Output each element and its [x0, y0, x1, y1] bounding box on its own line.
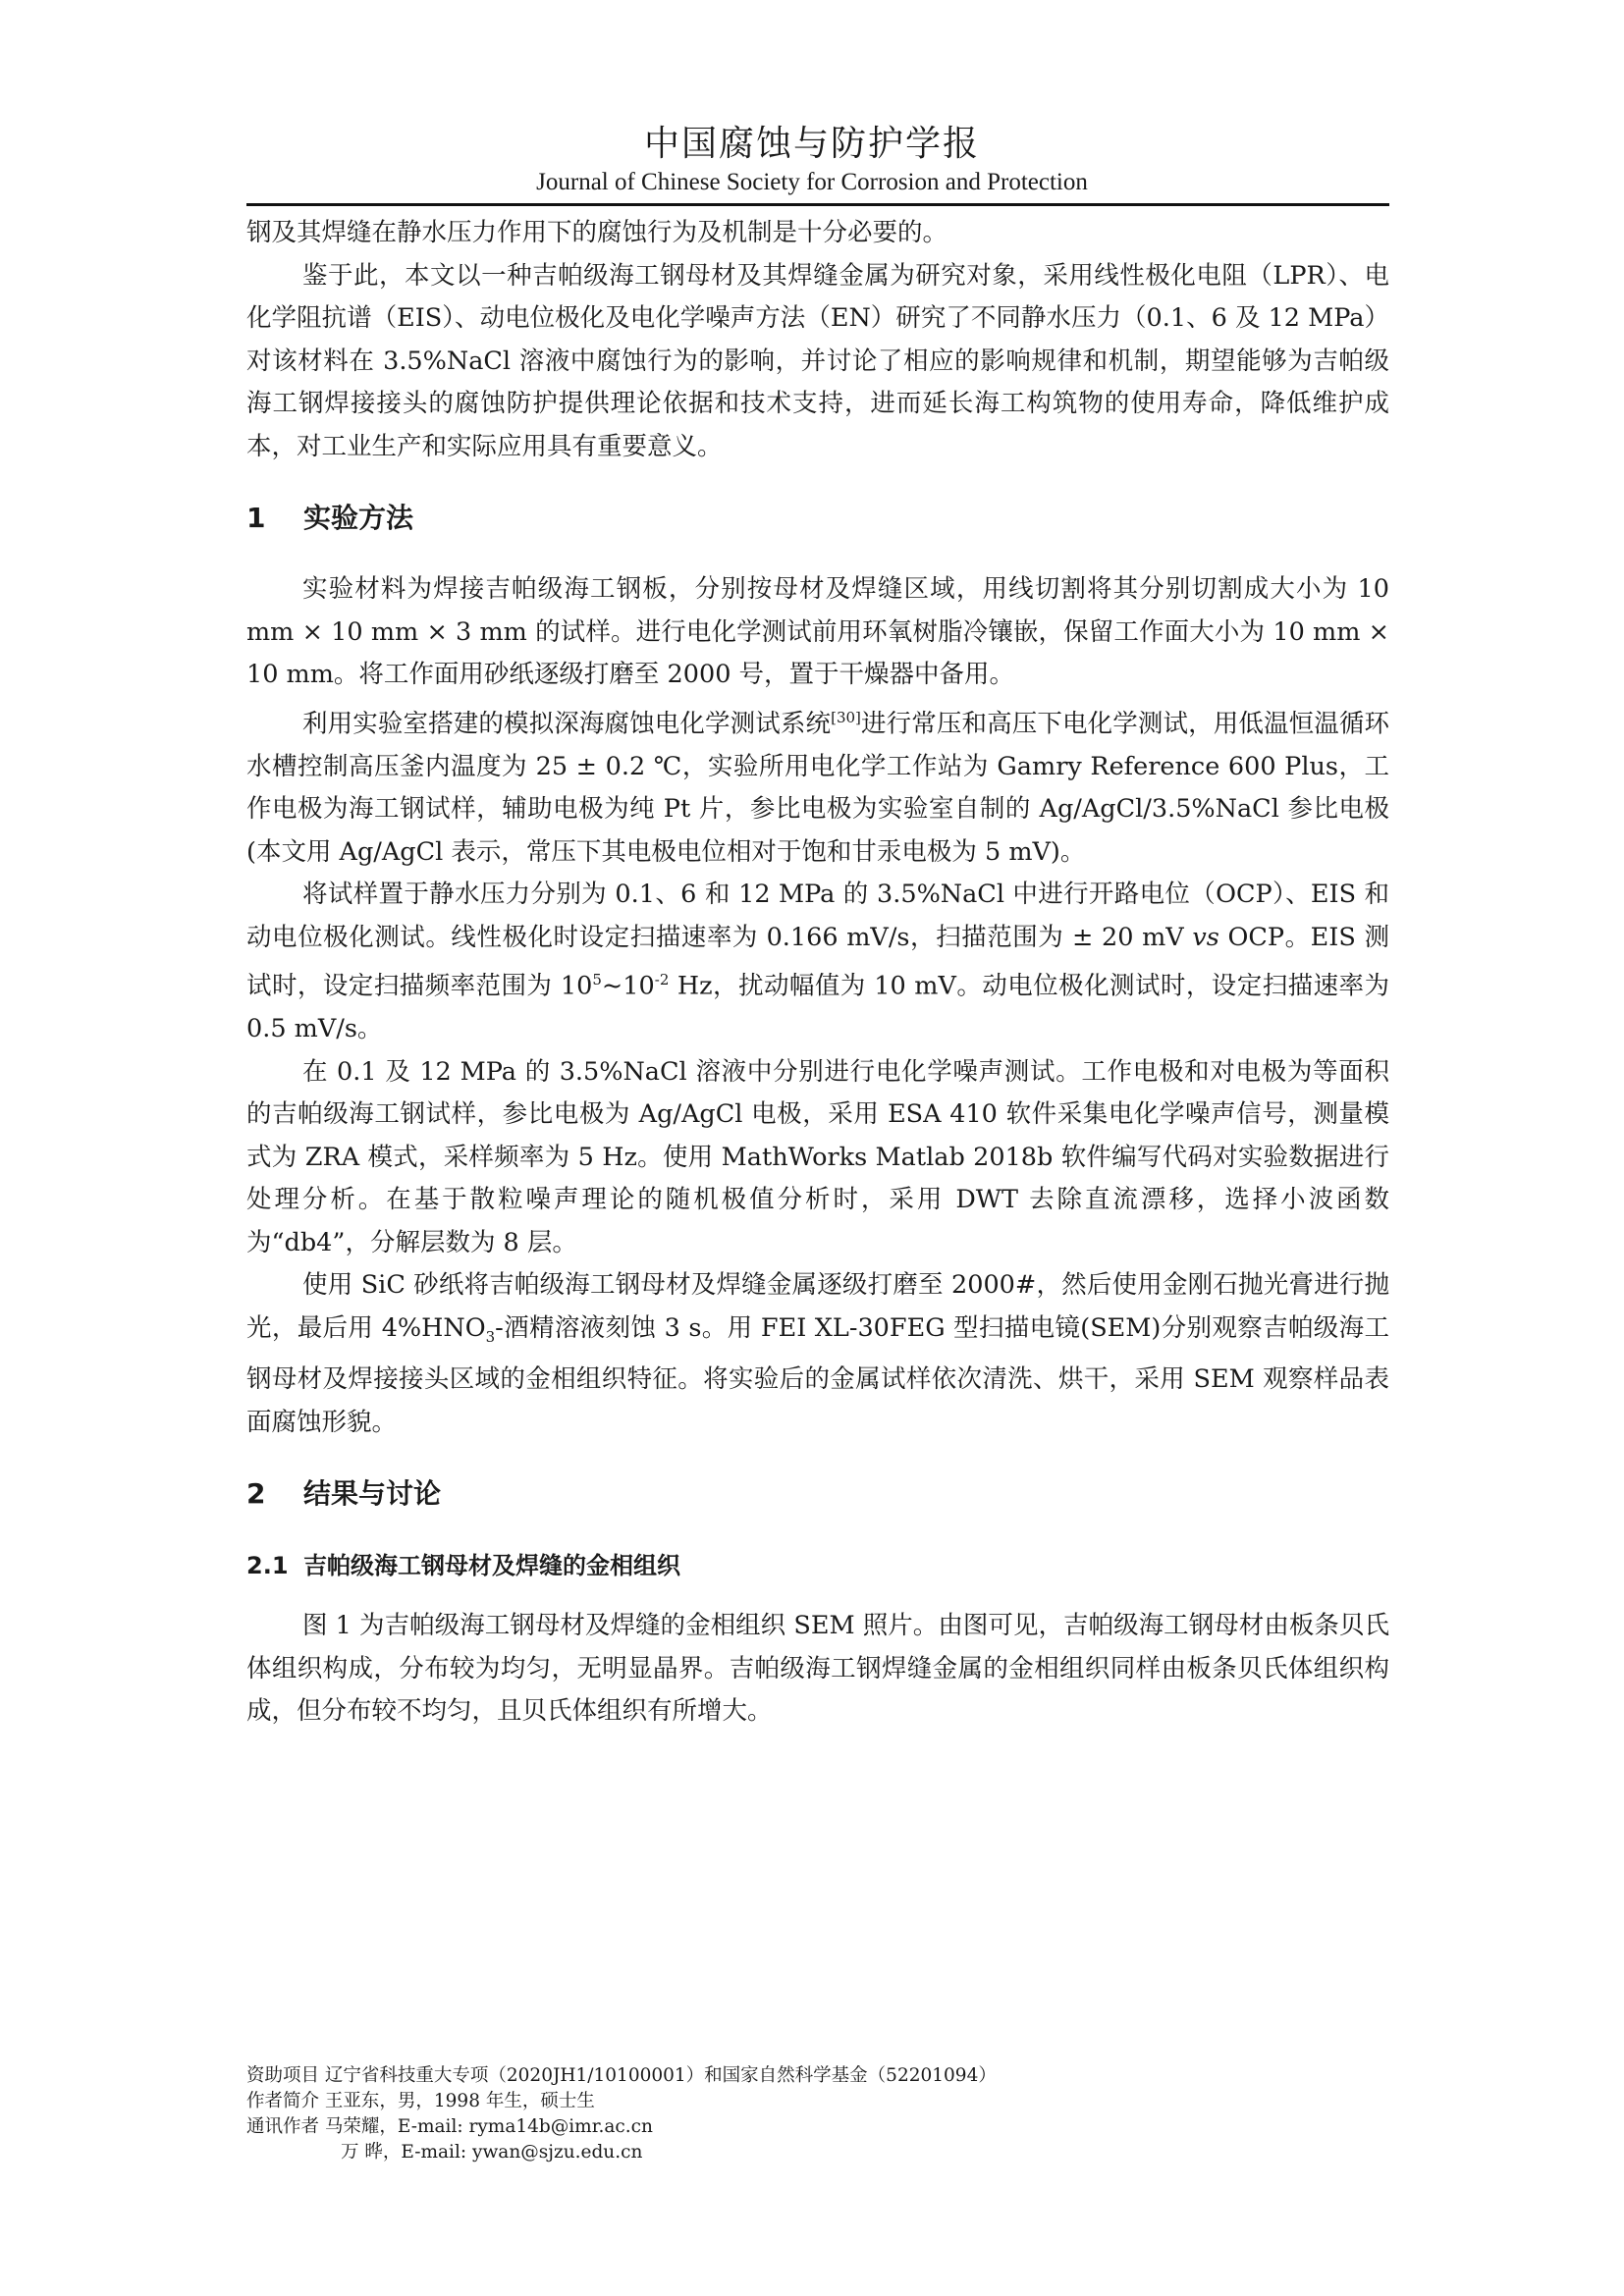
subsection-title: 吉帕级海工钢母材及焊缝的金相组织 [303, 1552, 680, 1580]
footnote-funding: 资助项目 辽宁省科技重大专项（2020JH1/10100001）和国家自然科学基金（52201094） [246, 2065, 997, 2086]
text-run: -酒精溶液刻蚀 3 s。用 FEI XL-30FEG 型扫描电镜(SEM)分别观察吉帕级海工钢母材及焊接接头区域的金相组织特征。将实验后的金属试样依次清洗、烘干，采用 SEM 观察样品表面腐蚀形貌。 [246, 1312, 1389, 1437]
footnote-author: 作者简介 王亚东，男，1998 年生，硕士生 [246, 2091, 595, 2111]
section-number: 1 [246, 502, 266, 534]
paragraph-materials: 实验材料为焊接吉帕级海工钢板，分别按母材及焊缝区域，用线切割将其分别切割成大小为 10 mm × 10 mm × 3 mm 的试样。进行电化学测试前用环氧树脂冷镶嵌，保留工作面大小为 10 mm × 10 mm。将工作面用砂纸逐级打磨至 2000 号，置于干燥器中备用。 [246, 574, 1389, 689]
paragraph-sem [246, 1264, 1389, 1444]
footnote-corresponding: 通讯作者 马荣耀，E-mail: ryma14b@imr.ac.cn [246, 2116, 653, 2137]
text-run: Hz，扰动幅值为 10 mV。动电位极化测试时，设定扫描速率为 0.5 mV/s。 [246, 971, 1389, 1043]
paragraph-microstructure: 图 1 为吉帕级海工钢母材及焊缝的金相组织 SEM 照片。由图可见，吉帕级海工钢母材由板条贝氏体组织构成，分布较为均匀，无明显晶界。吉帕级海工钢焊缝金属的金相组织同样由板条贝氏体组织构成，但分布较不均匀，且贝氏体组织有所增大。 [246, 1611, 1389, 1727]
text-run: 进行常压和高压下电化学测试，用低温恒温循环水槽控制高压釜内温度为 25 ± 0.2 ℃，实验所用电化学工作站为 Gamry Reference 600 Plus，工作电极为海工钢试样，辅助电极为纯 Pt 片，参比电极为实验室自制的 Ag/AgCl/3.5%NaCl 参比电极 (本文用 Ag/AgCl 表示，常压下其电极电位相对于饱和甘汞电极为 5 mV)。 [246, 709, 1389, 867]
section-heading-methods [246, 494, 1389, 543]
header-rule [246, 203, 1389, 206]
section-title: 实验方法 [303, 502, 414, 534]
subsection-heading [246, 1544, 1389, 1587]
paragraph-continued: 钢及其焊缝在静水压力作用下的腐蚀行为及机制是十分必要的。 [246, 218, 948, 247]
text-run: 将试样置于静水压力分别为 0.1、6 和 12 MPa 的 3.5%NaCl 中进行开路电位（OCP）、EIS 和动电位极化测试。线性极化时设定扫描速率为 0.166 mV/s，扫描范围为 ± 20 mV [246, 880, 1389, 952]
paragraph-noise: 在 0.1 及 12 MPa 的 3.5%NaCl 溶液中分别进行电化学噪声测试。工作电极和对电极为等面积的吉帕级海工钢试样，参比电极为 Ag/AgCl 电极，采用 ESA 410 软件采集电化学噪声信号，测量模式为 ZRA 模式，采样频率为 5 Hz。使用 MathWorks Matlab 2018b 软件编写代码对实验数据进行处理分析。在基于散粒噪声理论的随机极值分析时，采用 DWT 去除直流漂移，选择小波函数为“db4”，分解层数为 8 层。 [246, 1056, 1389, 1257]
footnotes [246, 2063, 1389, 2165]
section-number: 2 [246, 1477, 266, 1511]
italic-vs: vs [1192, 922, 1219, 952]
text-run: 利用实验室搭建的模拟深海腐蚀电化学测试系统 [302, 709, 832, 738]
citation-ref: [30] [831, 708, 861, 726]
text-run: OCP。EIS 测试时，设定扫描频率范围为 10 [246, 922, 1389, 1001]
superscript: -2 [654, 971, 670, 988]
journal-title-chinese: 中国腐蚀与防护学报 [643, 124, 980, 164]
paragraph-objective: 鉴于此，本文以一种吉帕级海工钢母材及其焊缝金属为研究对象，采用线性极化电阻（LPR）、电化学阻抗谱（EIS）、动电位极化及电化学噪声方法（EN）研究了不同静水压力（0.1、6 及 12 MPa）对该材料在 3.5%NaCl 溶液中腐蚀行为的影响，并讨论了相应的影响规律和机制，期望能够为吉帕级海工钢焊接接头的腐蚀防护提供理论依据和技术支持，进而延长海工构筑物的使用寿命，降低维护成本，对工业生产和实际应用具有重要意义。 [246, 260, 1389, 461]
text-run: 使用 SiC 砂纸将吉帕级海工钢母材及焊缝金属逐级打磨至 2000#，然后使用金刚石抛光膏进行抛光，最后用 4%HNO [246, 1270, 1389, 1343]
section-heading-results [246, 1469, 1389, 1519]
article-body [246, 212, 1389, 1734]
text-run: ~10 [601, 971, 655, 1001]
paragraph-setup [246, 697, 1389, 875]
footnote-corresponding-2: 万 晔，E-mail: ywan@sjzu.edu.cn [341, 2142, 643, 2163]
subsection-number: 2.1 [246, 1552, 289, 1580]
journal-title-english: Journal of Chinese Society for Corrosion and Protection [536, 169, 1088, 195]
paragraph-tests [246, 874, 1389, 1051]
section-title: 结果与讨论 [303, 1477, 442, 1511]
subscript: 3 [485, 1327, 496, 1346]
superscript: 5 [592, 971, 602, 988]
